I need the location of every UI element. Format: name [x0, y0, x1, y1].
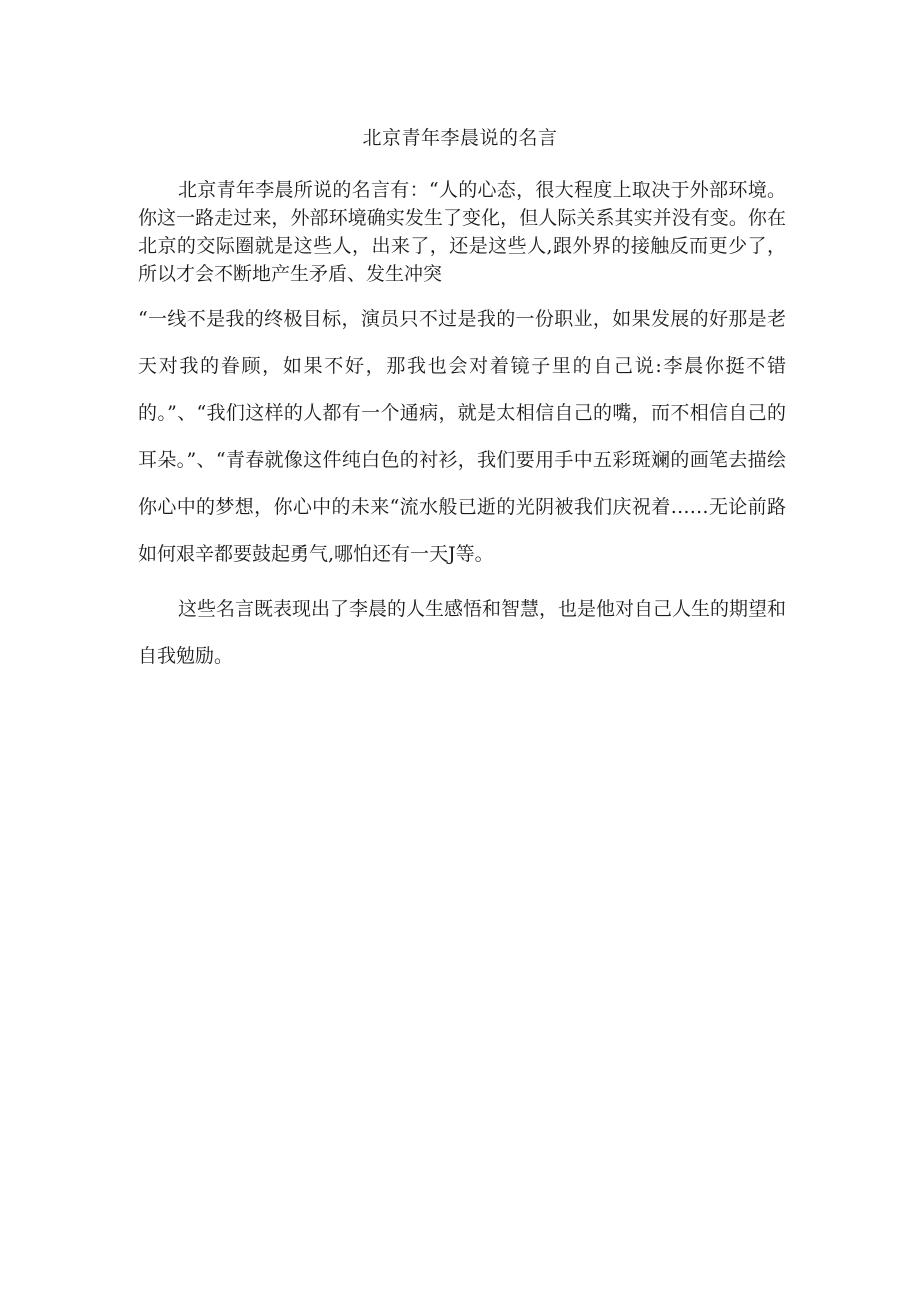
paragraph-conclusion: 这些名言既表现出了李晨的人生感悟和智慧，也是他对自己人生的期望和自我勉励。 [138, 598, 787, 667]
document-title: 北京青年李晨说的名言 [362, 127, 558, 149]
paragraph-intro: 北京青年李晨所说的名言有：“人的心态，很大程度上取决于外部环境。你这一路走过来，外部环境确实发生了变化，但人际关系其实并没有变。你在北京的交际圈就是这些人，出来了，还是这些人,跟外界的接触反而更少了，所以才会不断地产生矛盾、发生冲突 [138, 179, 786, 285]
paragraph-quotes: “一线不是我的终极目标，演员只不过是我的一份职业，如果发展的好那是老天对我的眷顾，如果不好，那我也会对着镜子里的自己说:李晨你挺不错的。”、“我们这样的人都有一个通病，就是太相信自己的嘴，而不相信自己的耳朵。”、“青春就像这件纯白色的衬衫，我们要用手中五彩斑斓的画笔去描绘你心中的梦想，你心中的未来“流水般已逝的光阴被我们庆祝着……无论前路如何艰辛都要鼓起勇气,哪怕还有一天J等。 [138, 308, 786, 565]
